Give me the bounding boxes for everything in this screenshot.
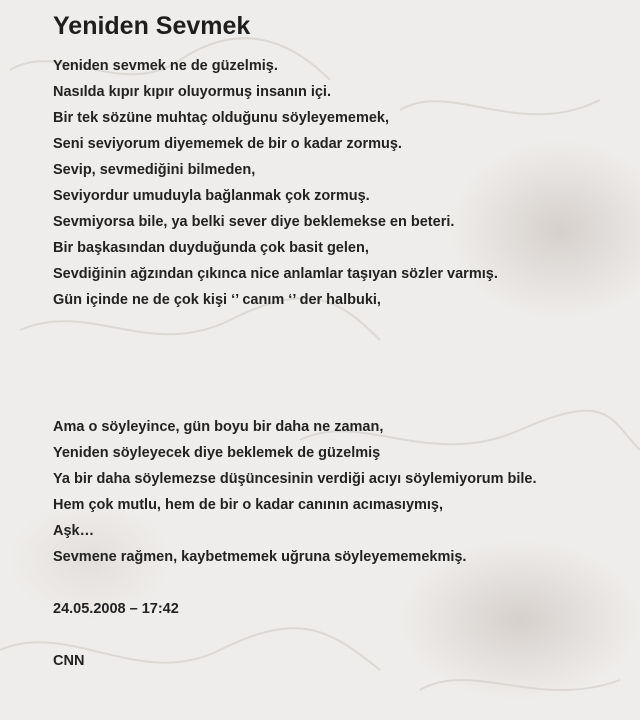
poem-line: Sevmiyorsa bile, ya belki sever diye beklemekse en beteri. <box>53 214 455 230</box>
poem-line: Ya bir daha söylemezse düşüncesinin verdiği acıyı söylemiyorum bile. <box>53 471 537 487</box>
poem-line: Aşk… <box>53 523 95 539</box>
poem-line: Ama o söyleyince, gün boyu bir daha ne zaman, <box>53 419 384 435</box>
poem-line: Sevip, sevmediğini bilmeden, <box>53 162 256 178</box>
poem-line: Seviyordur umuduyla bağlanmak çok zormuş. <box>53 188 370 204</box>
poem-line: Hem çok mutlu, hem de bir o kadar canının acımasıymış, <box>53 497 444 513</box>
poem-title: Yeniden Sevmek <box>53 12 251 40</box>
poem-author: CNN <box>53 653 85 669</box>
poem-line: Bir tek sözüne muhtaç olduğunu söyleyememek, <box>53 110 389 126</box>
poem-line: Sevmene rağmen, kaybetmemek uğruna söyleyememekmiş. <box>53 549 467 565</box>
poem-line: Sevdiğinin ağzından çıkınca nice anlamlar taşıyan sözler varmış. <box>53 266 498 282</box>
poem-line: Gün içinde ne de çok kişi ‘’ canım ‘’ der halbuki, <box>53 292 381 308</box>
poem-line: Yeniden söyleyecek diye beklemek de güzelmiş <box>53 445 381 461</box>
poem-line: Yeniden sevmek ne de güzelmiş. <box>53 58 278 74</box>
poem-date: 24.05.2008 – 17:42 <box>53 601 179 617</box>
poem-line: Bir başkasından duyduğunda çok basit gelen, <box>53 240 369 256</box>
poem-line: Nasılda kıpır kıpır oluyormuş insanın içi. <box>53 84 331 100</box>
poem-line: Seni seviyorum diyememek de bir o kadar zormuş. <box>53 136 402 152</box>
